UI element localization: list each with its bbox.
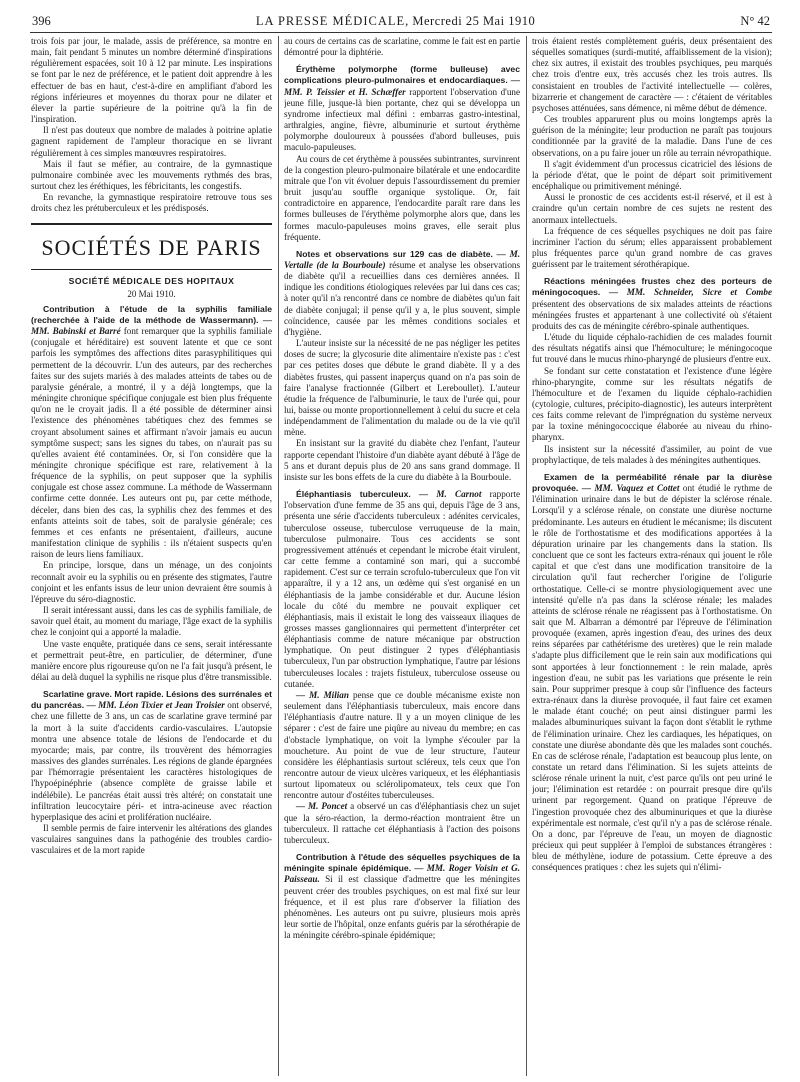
article-text: rapportent l'observation d'une jeune fille, jusque-là bien portante, chez qui se développa un syndrome infectieux mal défini : embarras gastro-intestinal, arthralgies, angine, fièvre, albuminurie et surtout érythème polymorphe douloureux à poussées d'abord bulleuses, puis maculo-papuleuses.: [284, 86, 520, 153]
paragraph: Ces troubles apparurent plus ou moins longtemps après la guérison de la méningite; leur production ne paraît pas toujours conditionnée par la gravité de la maladie. Dans l'une de ces observations, on a pu faire jouer un rôle au terrain névropathique.: [532, 114, 772, 158]
paragraph: Une vaste enquête, pratiquée dans ce sens, serait intéressante et permettrait peut-être, en particulier, de déterminer, d'une manière encore plus rigoureuse qu'on ne l'a fait jusqu'à présent, le délai au delà duquel la syphilis ne risque plus d'être transmissible.: [31, 638, 272, 682]
article-title: Scarlatine grave. Mort rapide. Lésions des surrénales et du pancréas.: [31, 689, 272, 711]
column-divider: [278, 36, 279, 1076]
article-authors: — MM. Babinski et Barré: [31, 314, 272, 337]
article-text: font remarquer que la syphilis familiale (conjugale et héréditaire) est souvent latente et que ce sont parfois les symptômes des affections dites parasyphilitiques qui permettent de la découvrir. L'un des auteurs, par des recherches faites sur des sujets mariés à des malades atteints de tabes ou de paralysie générale, a montré, il y a déjà longtemps, que la méningite chronique spécifique conjugale est bien plus fréquente qu'on ne le croyait jadis. Il a été possible de déterminer ainsi l'existence des phénomènes tabétiques chez des femmes se croyant absolument saines et affirmant n'avoir jamais eu aucun symptôme suspect; sans les signes du tabes, on n'aurait pas su qu'elles avaient été contaminées. Or, si l'on considère que la méningite chronique spécifique est rare, relativement à la fréquence de la syphilis, on peut supposer que la syphilis conjugale est chose assez commune. La méthode de Wassermann confirme cette donnée. Les auteurs ont pu, par cette méthode, déceler, dans bien des cas, la syphilis chez des femmes et des enfants atteints soit de tabes, soit de paralysie générale; ces femmes et ces enfants ne présentaient, d'ailleurs, aucune manifestation clinique de syphilis : ils n'étaient suspects qu'en raison de leurs liens familiaux.: [31, 326, 272, 560]
journal-title: [256, 14, 535, 29]
issue-date: , Mercredi 25 Mai 1910: [405, 14, 536, 28]
article-title: Réactions méningées frustes chez des porteurs de méningocoques.: [532, 276, 772, 298]
paragraph: Mais il faut se méfier, au contraire, de la gymnastique pulmonaire combinée avec les mouvements rythmés des bras, surtout chez les éréthiques, les fébricitants, les congestifs.: [31, 158, 272, 192]
issue-number: N° 42: [740, 14, 770, 28]
paragraph: En revanche, la gymnastique respiratoire retrouve tous ses droits chez les prétuberculeux et les prédisposés.: [31, 192, 272, 214]
article-paragraph: [284, 249, 520, 338]
article-text: ont observé, chez une fillette de 3 ans, un cas de scarlatine grave terminé par la mort à la suite d'accidents cardio-vasculaires. L'autopsie montra une absence totale de lésions de l'endocarde et du myocarde; mais, par contre, ils trouvèrent des hémorragies massives des glandes surrénales. Les régions de glande épargnées par l'hémorragie présentaient les caractères histologiques de l'hypoépinéphrie (absence complète de graisse labile et indélébile). Le pancréas était aussi très altéré; on constatait une infiltration leucocytaire péri- et intra-acineuse avec réaction hyperplasique des acini et prolifération nucléaire.: [31, 700, 272, 822]
paragraph: trois étaient restés complètement guéris, deux présentaient des séquelles somatiques (surdi-mutité, affaiblissement de la vision); chez six autres, il existait des troubles psychiques, peu marqués chez trois d'entre eux, très accusés chez les trois autres. Ils consistaient en troubles de l'activité intellectuelle — colères, bizarrerie et changement de caractère — : c'étaient de véritables psychoses atténuées, sans démence, ni même début de démence.: [532, 36, 772, 113]
article-authors: — M. Carnot: [419, 489, 482, 500]
article-title: Érythème polymorphe (forme bulleuse) avec complications pleuro-pulmonaires et endocardiaques.: [284, 64, 520, 86]
article-paragraph: [284, 489, 520, 690]
article-text: ont étudié le rythme de l'élimination urinaire dans le but de dépister la sclérose rénale. Lorsqu'il y a sclérose rénale, on constate une diurèse nocturne prédominante. Les auteurs en étudient le mécanisme; ils discutent le rôle de l'orthostatisme et des modifications apportées à la dépuration urinaire par les changements dans la station. Ils concluent que ce sont les facteurs extra-rénaux qui jouent le rôle capital et que c'est dans une modification transitoire de la circulation qu'il faut rechercher l'origine de l'oligurie orthostatique. Celle-ci se montre physiologiquement avec une intensité qu'elle n'a pas dans la sclérose rénale; les malades atteints de sclérose rénale ne réagissent pas à l'orthostatisme. On sait que M. Albarran a démontré par l'épreuve de l'élimination provoquée (examen, après ingestion d'eau, des urines des deux reins séparées par cathétérisme des uretères) que le rein malade s'adapte plus difficilement que le rein sain aux modifications qui sont apportées à leur fonctionnement : le rein malade, après ingestion d'eau, ne subit pas les variations que présente le rein sain. Pour supprimer presque à coup sûr l'influence des facteurs extra-rénaux dans la diurèse provoquée, il faut faire cet examen le malade étant couché; on peut ainsi distinguer parmi les malades albuminuriques suivant la façon dont s'établit le rythme de l'élimination urinaire. Chez les cardiaques, les hépatiques, on constate une diurèse abondante dès que les malades sont couchés. En cas de sclérose rénale, l'adaptation est beaucoup plus lente, on constate un retard dans l'élimination. Si les sujets atteints de sclérose rénale urinent la nuit, c'est parce qu'ils ont peu uriné le jour; l'élimination est retardée : on pourrait presque dire qu'ils urinent par regorgement. Quand on pratique l'épreuve de l'ingestion provoquée chez des albuminuriques et que la diurèse expérimentale est normale, c'est qu'il n'y a pas de sclérose rénale. On a donc, par l'épreuve de l'eau, un moyen de diagnostic précieux qui peut suppléer à l'emploi de substances étrangères : bleu de méthylène, iodure de potassium. Cette épreuve a des conséquences pratiques : chez les sujets qui n'élimi-: [532, 483, 772, 873]
article-paragraph: [284, 690, 520, 802]
paragraph: L'auteur insiste sur la nécessité de ne pas négliger les petites doses de sucre; la glycosurie dite alimentaire n'existe pas : c'est par ces petites doses que débute le grand diabète. Il y a des diabètes frustes, qui passent inaperçus quand on n'a pas soin de faire l'analyse fractionnée (Gilbert et Lereboullet). L'auteur étudie la fréquence de l'albuminurie, le taux de l'urée qui, pour lui, baisse ou monte proportionnellement à celui du sucre et cela indépendamment de l'alimentation du malade ou de la vie qu'il mène.: [284, 338, 520, 438]
article-paragraph: [532, 276, 772, 332]
paragraph: En insistant sur la gravité du diabète chez l'enfant, l'auteur rapporte cependant l'histoire d'un diabète ayant débuté à l'âge de 5 ans et durant depuis plus de 20 ans sans grand dommage. Il insiste sur les bons effets de la cure du diabète à la Bourboule.: [284, 438, 520, 482]
article-text: rapporte l'observation d'une femme de 35 ans qui, depuis l'âge de 3 ans, présenta une série d'accidents tuberculeux : adénites cervicales, tuberculose osseuse, tuberculose verruqueuse de la main, tuberculose pulmonaire. Tous ces accidents se sont progressivement atténués et cependant le microbe était virulent, car cette femme a contaminé son mari, qui a succombé rapidement. C'est sur ce terrain scrofulo-tuberculeux que l'on vit apparaître, il y a 12 ans, un œdème qui s'est organisé en un éléphantiasis de la jambe considérable et dur. Aucune lésion locale du côté du membre ne pouvait expliquer cet éléphantiasis, mais il existait le long des vaisseaux iliaques de grosses masses ganglionnaires qui permettent d'interpréter cet éléphantiasis comme de nature mécanique par obstruction lymphatique. On peut distinguer 2 types d'éléphantiasis tuberculeux, l'un par obstruction lymphatique, l'autre par lésions tuberculeuses locales : trajets fistuleux, tuberculose osseuse ou cutanée.: [284, 489, 520, 689]
paragraph: Il semble permis de faire intervenir les altérations des glandes vasculaires sanguines dans la pathogénie des troubles cardio-vasculaires et de la mort rapide: [31, 823, 272, 856]
article-paragraph: [31, 304, 272, 561]
column-3: [532, 36, 772, 1076]
article-authors: — MM. Schneider, Sicre et Combe: [608, 287, 772, 298]
society-name: SOCIÉTÉ MÉDICALE DES HOPITAUX: [68, 275, 235, 286]
article-title: Examen de la perméabilité rénale par la diurèse provoquée.: [532, 471, 772, 494]
article-authors: — MM. Vaquez et Cottet: [581, 483, 680, 494]
article-title: Contribution à l'étude des séquelles psychiques de la méningite spinale épidémique.: [284, 852, 520, 874]
article-title: Contribution à l'étude de la syphilis familiale (recherchée à l'aide de la méthode de Wassermann).: [31, 303, 272, 325]
meeting-date: 20 Mai 1910.: [127, 288, 176, 299]
column-2: [284, 36, 520, 1076]
article-title: Notes et observations sur 129 cas de diabète.: [296, 248, 493, 259]
paragraph: Se fondant sur cette constatation et l'existence d'une légère rhino-pharyngite, comme sur les résultats négatifs de l'hémoculture et de l'examen du liquide céphalo-rachidien (cytologie, cultures, précipito-diagnostic), les auteurs interprètent ces faits comme relevant de l'imprégnation du système nerveux par la toxine méningococcique élaborée au niveau du rhino-pharynx.: [532, 365, 772, 443]
article-paragraph: [284, 64, 520, 153]
article-authors: — M. Poncet: [296, 801, 348, 812]
journal-name: LA PRESSE MÉDICALE: [255, 14, 406, 28]
article-paragraph: [284, 801, 520, 846]
article-authors: — MM. P. Teissier et H. Schæffer: [284, 75, 520, 97]
article-text: Si il est classique d'admettre que les méningites peuvent créer des troubles psychiques, on est mal fixé sur leur fréquence, et il est plus rare d'observer la filiation des phénomènes. Les auteurs ont pu suivre, plusieurs mois après leur sortie de l'hôpital, onze enfants guéris par la sérothérapie de la méningite cérébro-spinale épidémique;: [284, 874, 520, 941]
paragraph: Il serait intéressant aussi, dans les cas de syphilis familiale, de savoir quel était, au moment du mariage, l'âge exact de la syphilis chez le conjoint qui a apporté la maladie.: [31, 605, 272, 638]
article-title: Éléphantiasis tuberculeux.: [296, 489, 411, 500]
article-authors: — MM. Léon Tixier et Jean Troisier: [86, 700, 225, 711]
paragraph: Au cours de cet érythème à poussées subintrantes, survinrent de la congestion pleuro-pulmonaire bilatérale et une endocardite mitrale que l'on vit évoluer depuis l'assourdissement du premier bruit jusqu'au souffle organique systolique. Or, fait contradictoire en apparence, l'endocardite paraît rare dans les formes bulleuses de l'érythème polymorphe alors que, dans les formes maculo-papuleuses moins graves, elle serait plus fréquente.: [284, 153, 520, 242]
paragraph: trois fois par jour, le malade, assis de préférence, sa montre en main, fait pendant 5 minutes un nombre déterminé d'inspirations régulièrement espacées, soit 10 à 12 par minute. Les inspirations se font par le nez de préférence, et le patient doit apprendre à les effectuer de bas en haut, c'est-à-dire en amplifiant d'abord les régions inférieures et moyennes du thorax pour ne dilater et élever la partie supérieure de la poitrine qu'à la fin de l'inspiration.: [31, 36, 272, 125]
paragraph: Aussi le pronostic de ces accidents est-il réservé, et il est à craindre qu'un certain nombre de ces sujets ne restent des anormaux intellectuels.: [532, 192, 772, 225]
paragraph: La fréquence de ces séquelles psychiques ne doit pas faire incriminer l'action du sérum; elles apparaissent probablement plus fréquentes parce qu'un grand nombre de cas graves guérissent par le traitement sérothérapique.: [532, 225, 772, 270]
section-title: SOCIÉTÉS DE PARIS: [41, 234, 262, 260]
article-paragraph: [31, 689, 272, 823]
paragraph: Il n'est pas douteux que nombre de malades à poitrine aplatie gagnent rapidement de l'ampleur thoracique en se livrant régulièrement à ces simples manœuvres respiratoires.: [31, 125, 272, 158]
article-authors: — MM. Roger Voisin et G. Paisseau.: [284, 863, 520, 885]
article-text: a observé un cas d'éléphantiasis chez un sujet que la séro-réaction, la dermo-réaction montraient être un tuberculeux. Il rattache cet éléphantiasis à l'action des poisons tuberculeux.: [284, 801, 520, 845]
paragraph: Il s'agit évidemment d'un processus cicatriciel des lésions de la période d'état, que le point de départ soit primitivement encéphalique ou primitivement méningé.: [532, 158, 772, 192]
article-text: résume et analyse les observations de diabète qu'il a recueillies dans ces dernières années. Il indique les conditions étiologiques relevées par lui dans ces cas; à noter qu'il n'a rencontré dans ce nombre de diabètes qu'un fait de diabète conjugal; il pense qu'il y a, le plus souvent, simple coïncidence, causée par les mêmes conditions sociales et d'hygiène.: [284, 259, 520, 337]
column-divider: [526, 36, 527, 1076]
article-text: pense que ce double mécanisme existe non seulement dans l'éléphantiasis tuberculeux, mais encore dans l'éléphantiasis d'autre nature. Il y a un moyen clinique de les séparer : c'est de faire une piqûre au niveau du membre; en cas d'obstacle lymphatique, on voit la lymphe s'écouler par la moucheture. Au point de vue de leur structure, l'auteur considère les éléphantiasis surtout scléreux, tels ceux que l'on rencontre autour de vieux ulcères variqueux, et les éléphantiasis surtout lipomateux ou sclérolipomateux, tels ceux que l'on rencontre autour d'ostéites tuberculeuses.: [284, 689, 520, 801]
column-1: [31, 36, 272, 1076]
paragraph: En principe, lorsque, dans un ménage, un des conjoints reconnaît avoir eu la syphilis ou en présente des stigmates, l'autre conjoint et les enfants issus de leur union devraient être soumis à l'épreuve du séro-diagnostic.: [31, 560, 272, 604]
paragraph: Ils insistent sur la nécessité d'assimiler, au point de vue prophylactique, de tels malades à des méningites authentiques.: [532, 443, 772, 465]
header-rule: [30, 32, 772, 33]
section-banner: [31, 223, 272, 270]
article-authors: — M. Vertalle (de la Bourboule): [284, 248, 520, 270]
article-authors: — M. Milian: [296, 689, 349, 700]
article-paragraph: [284, 852, 520, 941]
article-text: présentent des observations de six malades atteints de réactions méningées frustes et appartenant à une collectivité où s'étaient produits des cas de méningite cérébro-spinale authentiques.: [532, 298, 772, 331]
paragraph: L'étude du liquide céphalo-rachidien de ces malades fournit des résultats négatifs ainsi que l'hémoculture; le méningocoque fut trouvé dans le mucus rhino-pharyngé de plusieurs d'entre eux.: [532, 332, 772, 365]
article-paragraph: [532, 472, 772, 874]
page-number: 396: [32, 14, 51, 28]
running-header: [32, 14, 770, 30]
paragraph: au cours de certains cas de scarlatine, comme le fait est en partie démontré pour la diphtérie.: [284, 36, 520, 58]
